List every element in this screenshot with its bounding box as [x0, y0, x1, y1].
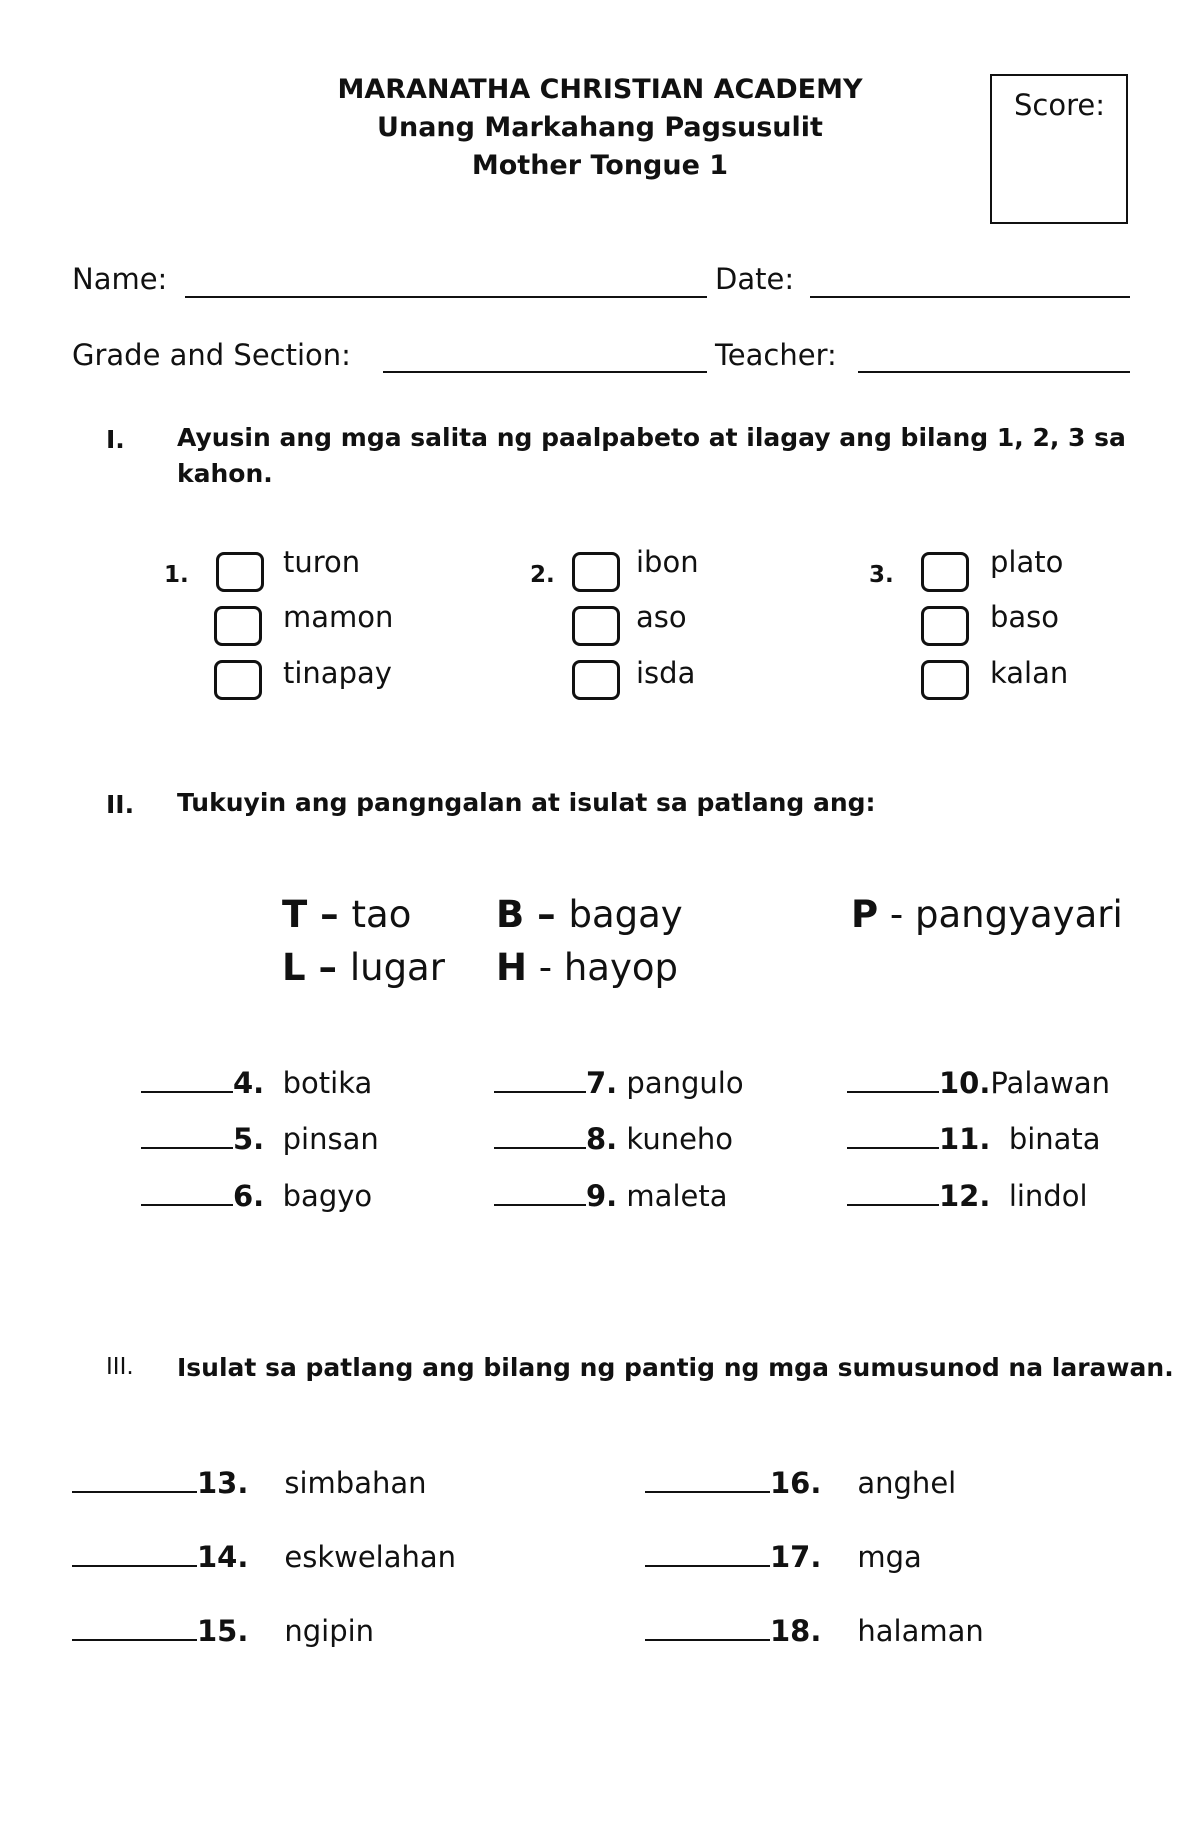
- list-item: 16. anghel: [645, 1465, 956, 1500]
- order-box[interactable]: [921, 606, 969, 646]
- legend-entry: B – bagay: [496, 893, 683, 936]
- list-item: 6. bagyo: [141, 1178, 372, 1213]
- list-item: 10.Palawan: [847, 1065, 1110, 1100]
- list-item: 9. maleta: [494, 1178, 727, 1213]
- answer-blank[interactable]: [494, 1121, 586, 1149]
- answer-blank[interactable]: [645, 1539, 770, 1567]
- grade-section-label: Grade and Section:: [72, 338, 351, 372]
- order-box[interactable]: [572, 606, 620, 646]
- teacher-label: Teacher:: [715, 338, 837, 372]
- part2-instruction: Tukuyin ang pangngalan at isulat sa patlang ang:: [177, 788, 876, 817]
- grade-section-line[interactable]: [383, 371, 707, 373]
- group-word: turon: [283, 545, 361, 579]
- answer-blank[interactable]: [494, 1065, 586, 1093]
- answer-blank[interactable]: [847, 1178, 939, 1206]
- list-item: 8. kuneho: [494, 1121, 733, 1156]
- answer-blank[interactable]: [645, 1613, 770, 1641]
- score-box[interactable]: [990, 74, 1128, 224]
- order-box[interactable]: [572, 552, 620, 592]
- name-line[interactable]: [185, 296, 707, 298]
- answer-blank[interactable]: [645, 1465, 770, 1493]
- list-item: 12. lindol: [847, 1178, 1088, 1213]
- date-label: Date:: [715, 262, 795, 296]
- order-box[interactable]: [214, 660, 262, 700]
- date-line[interactable]: [810, 296, 1130, 298]
- score-label: Score:: [1014, 88, 1105, 122]
- group-number: 2.: [530, 562, 555, 588]
- exam-title: Unang Markahang Pagsusulit: [377, 112, 823, 143]
- group-number: 1.: [164, 562, 189, 588]
- answer-blank[interactable]: [141, 1178, 233, 1206]
- answer-blank[interactable]: [72, 1539, 197, 1567]
- answer-blank[interactable]: [847, 1065, 939, 1093]
- order-box[interactable]: [216, 552, 264, 592]
- answer-blank[interactable]: [72, 1613, 197, 1641]
- list-item: 17. mga: [645, 1539, 922, 1574]
- list-item: 4. botika: [141, 1065, 372, 1100]
- group-word: kalan: [990, 656, 1069, 690]
- answer-blank[interactable]: [494, 1178, 586, 1206]
- legend-entry: H - hayop: [496, 946, 678, 989]
- part1-instruction-line1: Ayusin ang mga salita ng paalpabeto at ilagay ang bilang 1, 2, 3 sa: [177, 423, 1126, 452]
- legend-entry: P - pangyayari: [851, 893, 1123, 936]
- group-word: aso: [636, 600, 687, 634]
- answer-blank[interactable]: [72, 1465, 197, 1493]
- name-label: Name:: [72, 262, 168, 296]
- list-item: 13. simbahan: [72, 1465, 427, 1500]
- group-word: ibon: [636, 545, 699, 579]
- part2-numeral: II.: [106, 790, 135, 819]
- teacher-line[interactable]: [858, 371, 1130, 373]
- order-box[interactable]: [214, 606, 262, 646]
- answer-blank[interactable]: [141, 1065, 233, 1093]
- group-word: plato: [990, 545, 1064, 579]
- list-item: 15. ngipin: [72, 1613, 374, 1648]
- legend-entry: L – lugar: [282, 946, 445, 989]
- list-item: 5. pinsan: [141, 1121, 379, 1156]
- list-item: 14. eskwelahan: [72, 1539, 456, 1574]
- list-item: 18. halaman: [645, 1613, 984, 1648]
- group-word: isda: [636, 656, 696, 690]
- legend-entry: T – tao: [282, 893, 412, 936]
- answer-blank[interactable]: [847, 1121, 939, 1149]
- answer-blank[interactable]: [141, 1121, 233, 1149]
- group-number: 3.: [869, 562, 894, 588]
- subject-title: Mother Tongue 1: [471, 150, 729, 181]
- list-item: 7. pangulo: [494, 1065, 744, 1100]
- order-box[interactable]: [572, 660, 620, 700]
- group-word: tinapay: [283, 656, 392, 690]
- part3-instruction: Isulat sa patlang ang bilang ng pantig ng mga sumusunod na larawan.: [177, 1353, 1174, 1382]
- order-box[interactable]: [921, 660, 969, 700]
- part3-numeral: III.: [106, 1354, 134, 1380]
- group-word: mamon: [283, 600, 394, 634]
- order-box[interactable]: [921, 552, 969, 592]
- list-item: 11. binata: [847, 1121, 1101, 1156]
- group-word: baso: [990, 600, 1060, 634]
- school-name: MARANATHA CHRISTIAN ACADEMY: [337, 74, 863, 105]
- part1-instruction-line2: kahon.: [177, 459, 273, 488]
- part1-numeral: I.: [106, 425, 125, 454]
